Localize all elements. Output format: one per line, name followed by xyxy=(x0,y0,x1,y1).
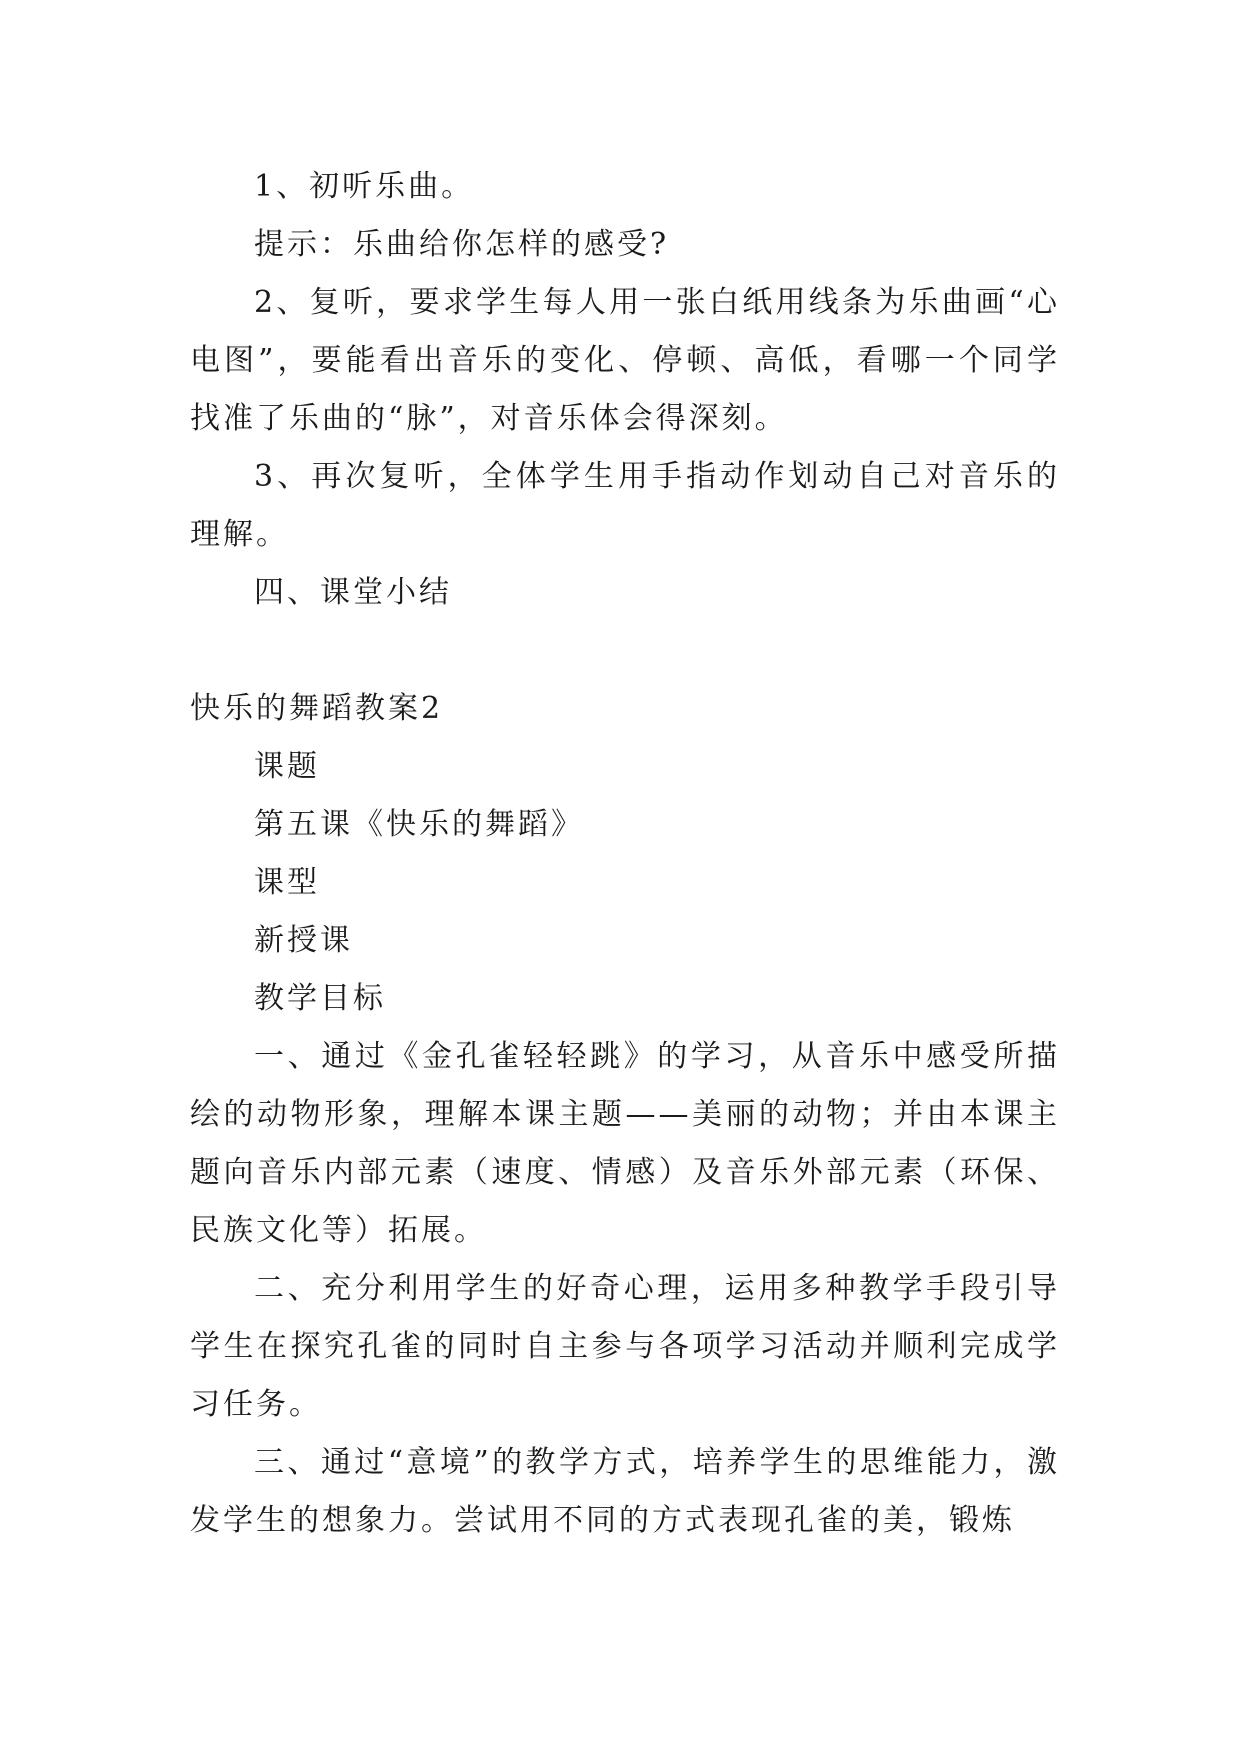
document-page xyxy=(190,158,1060,1550)
paragraph-listen-third: 3、再次复听，全体学生用手指动作划动自己对音乐的理解。 xyxy=(190,459,1060,552)
value-topic: 第五课《快乐的舞蹈》 xyxy=(254,807,584,842)
paragraph-listen-again: 2、复听，要求学生每人用一张白纸用线条为乐曲画“心电图”，要能看出音乐的变化、停顿、高低，看哪一个同学找准了乐曲的“脉”，对音乐体会得深刻。 xyxy=(190,285,1060,436)
section-title: 快乐的舞蹈教案2 xyxy=(190,691,444,726)
paragraph-hint: 提示：乐曲给你怎样的感受? xyxy=(254,227,670,262)
paragraph-goal-two: 二、充分利用学生的好奇心理，运用多种教学手段引导学生在探究孔雀的同时自主参与各项学习活动并顺利完成学习任务。 xyxy=(190,1271,1060,1422)
paragraph-listen-first: 1、初听乐曲。 xyxy=(254,169,475,204)
paragraph-goal-three: 三、通过“意境”的教学方式，培养学生的思维能力，激发学生的想象力。尝试用不同的方式表现孔雀的美，锻炼 xyxy=(190,1445,1060,1538)
value-lesson-type: 新授课 xyxy=(254,923,353,958)
label-topic: 课题 xyxy=(254,749,320,784)
paragraph-summary-heading: 四、课堂小结 xyxy=(254,575,452,610)
paragraph-goal-one: 一、通过《金孔雀轻轻跳》的学习，从音乐中感受所描绘的动物形象，理解本课主题——美丽的动物；并由本课主题向音乐内部元素（速度、情感）及音乐外部元素（环保、民族文化等）拓展。 xyxy=(190,1039,1060,1248)
label-lesson-type: 课型 xyxy=(254,865,320,900)
label-teaching-goals: 教学目标 xyxy=(254,981,386,1016)
